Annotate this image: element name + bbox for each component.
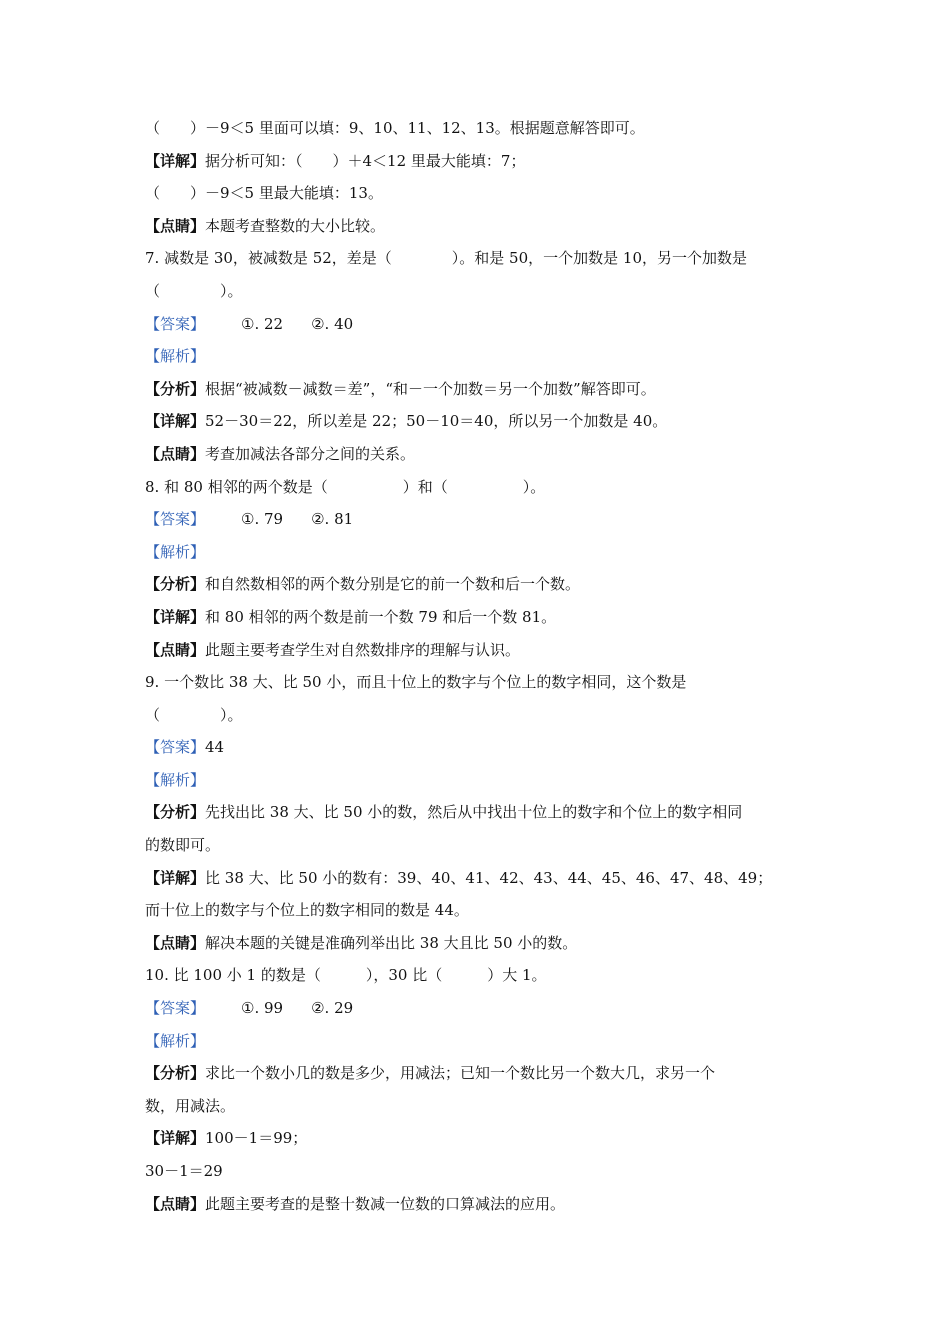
detail-tag: 【详解】 <box>145 151 206 170</box>
detail-tag: 【详解】 <box>145 412 206 431</box>
analysis-tag: 【解析】 <box>145 542 206 561</box>
question-10: 10. 比 100 小 1 的数是（ ），30 比（ ）大 1。 <box>145 966 547 985</box>
detail-line: 【详解】和 80 相邻的两个数是前一个数 79 和后一个数 81。 <box>145 607 557 626</box>
analysis-line: 【分析】和自然数相邻的两个数分别是它的前一个数和后一个数。 <box>145 575 581 594</box>
text-line: 30－1＝29 <box>145 1162 223 1180</box>
text-line: 的数即可。 <box>145 836 221 855</box>
answer-line <box>145 308 805 341</box>
answer-line <box>145 992 805 1025</box>
answer-value: ①. 99 <box>241 999 284 1018</box>
question-9-cont: （ ）。 <box>145 705 243 724</box>
detail-line: 【详解】52－30＝22，所以差是 22；50－10＝40，所以另一个加数是 40。 <box>145 412 668 431</box>
comment-tag: 【点睛】 <box>145 216 206 235</box>
detail-line: 【详解】据分析可知：（ ）＋4＜12 里最大能填：7； <box>145 151 526 170</box>
answer-value: ①. 22 <box>241 314 284 333</box>
analysis-tag: 【解析】 <box>145 770 206 789</box>
analysis-tag: 【解析】 <box>145 347 206 366</box>
comment-line: 【点睛】解决本题的关键是准确列举出比 38 大且比 50 小的数。 <box>145 933 578 952</box>
answer-value: 44 <box>205 738 225 757</box>
document-page <box>145 112 805 1220</box>
detail-tag: 【详解】 <box>145 1129 206 1148</box>
comment-line: 【点睛】本题考查整数的大小比较。 <box>145 216 386 235</box>
analysis-tag: 【分析】 <box>145 803 206 822</box>
answer-tag: 【答案】 <box>145 999 206 1018</box>
comment-tag: 【点睛】 <box>145 640 206 659</box>
comment-line: 【点睛】考查加减法各部分之间的关系。 <box>145 444 416 463</box>
analysis-header <box>145 536 805 569</box>
question-9: 9. 一个数比 38 大、比 50 小，而且十位上的数字与个位上的数字相同，这个数是 <box>145 673 687 692</box>
answer-tag: 【答案】 <box>145 510 206 529</box>
analysis-tag: 【分析】 <box>145 575 206 594</box>
analysis-header <box>145 764 805 797</box>
text-line: 而十位上的数字与个位上的数字相同的数是 44。 <box>145 901 469 920</box>
analysis-line: 【分析】根据“被减数－减数＝差”，“和－一个加数＝另一个加数”解答即可。 <box>145 379 656 398</box>
text-line: （ ）－9＜5 里最大能填：13。 <box>145 184 383 203</box>
answer-value: ②. 29 <box>311 999 354 1018</box>
analysis-line: 【分析】求比一个数小几的数是多少，用减法；已知一个数比另一个数大几，求另一个 <box>145 1064 716 1083</box>
answer-tag: 【答案】 <box>145 314 206 333</box>
analysis-header <box>145 1025 805 1058</box>
question-8: 8. 和 80 相邻的两个数是（ ）和（ ）。 <box>145 477 546 496</box>
comment-tag: 【点睛】 <box>145 1194 206 1213</box>
analysis-header <box>145 340 805 373</box>
detail-line: 【详解】100－1＝99； <box>145 1129 308 1148</box>
answer-line <box>145 503 805 536</box>
detail-line: 【详解】比 38 大、比 50 小的数有：39、40、41、42、43、44、45、46、47、48、49； <box>145 868 773 887</box>
answer-tag: 【答案】 <box>145 738 206 757</box>
answer-value: ②. 81 <box>311 510 354 529</box>
comment-line: 【点睛】此题主要考查学生对自然数排序的理解与认识。 <box>145 640 521 659</box>
analysis-line: 【分析】先找出比 38 大、比 50 小的数，然后从中找出十位上的数字和个位上的数字相同 <box>145 803 743 822</box>
text-line: 数，用减法。 <box>145 1096 236 1115</box>
analysis-tag: 【解析】 <box>145 1031 206 1050</box>
comment-tag: 【点睛】 <box>145 444 206 463</box>
text-line: （ ）－9＜5 里面可以填：9、10、11、12、13。根据题意解答即可。 <box>145 119 645 137</box>
question-7-cont: （ ）。 <box>145 281 243 300</box>
answer-value: ②. 40 <box>311 314 354 333</box>
detail-tag: 【详解】 <box>145 607 206 626</box>
answer-value: ①. 79 <box>241 510 284 529</box>
detail-tag: 【详解】 <box>145 868 206 887</box>
comment-tag: 【点睛】 <box>145 933 206 952</box>
analysis-tag: 【分析】 <box>145 1064 206 1083</box>
answer-line <box>145 731 805 764</box>
comment-line: 【点睛】此题主要考查的是整十数减一位数的口算减法的应用。 <box>145 1194 566 1213</box>
question-7: 7. 减数是 30，被减数是 52，差是（ ）。和是 50，一个加数是 10，另一个加数是 <box>145 249 748 268</box>
analysis-tag: 【分析】 <box>145 379 206 398</box>
